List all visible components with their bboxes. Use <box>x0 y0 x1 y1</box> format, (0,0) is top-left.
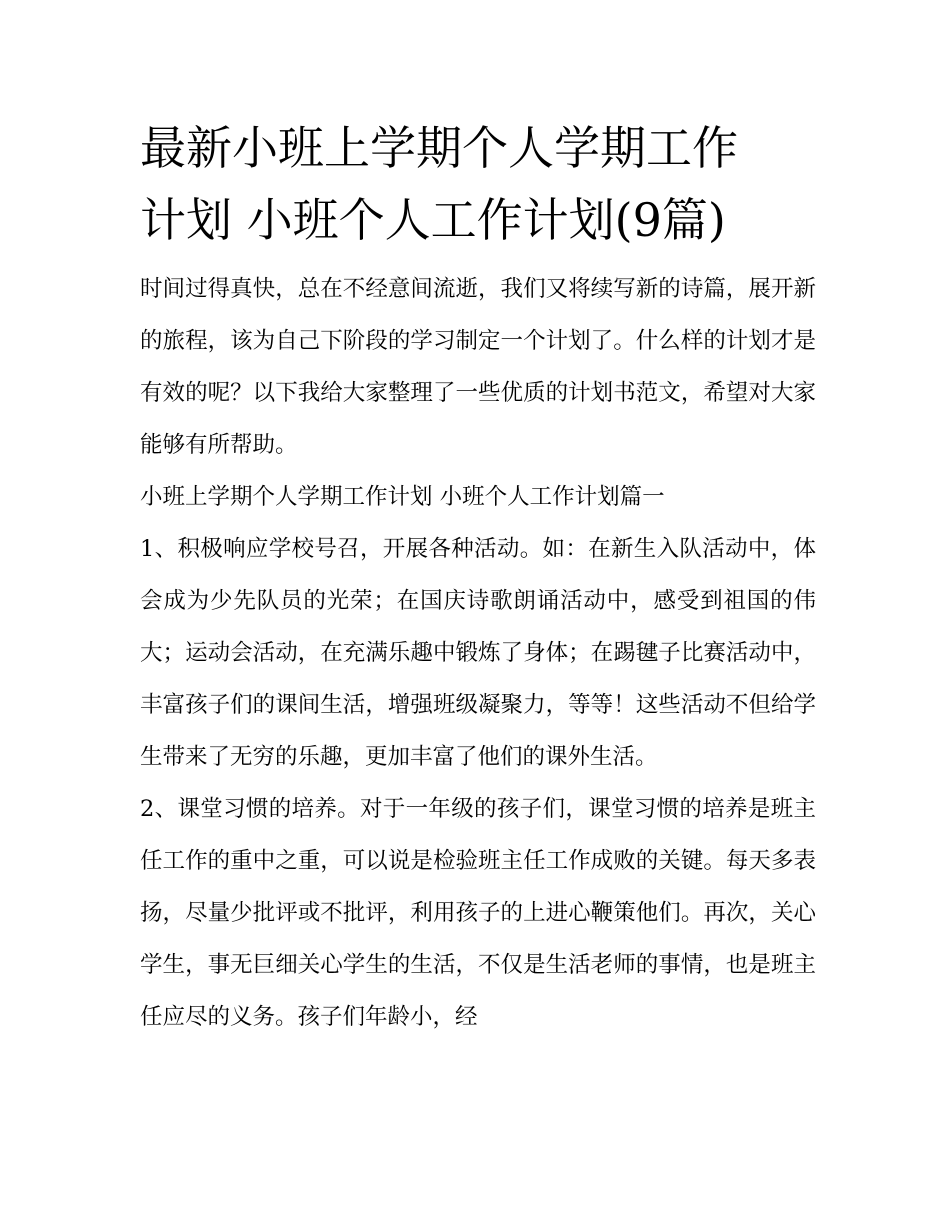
title-line-2: 计划 小班个人工作计划(9篇) <box>140 193 726 247</box>
document-body <box>140 112 816 1043</box>
paragraph-item-2: 2、课堂习惯的培养。对于一年级的孩子们，课堂习惯的培养是班主任工作的重中之重，可以说是检验班主任工作成败的关键。每天多表扬，尽量少批评或不批评，利用孩子的上进心鞭策他们。再次，关心学生，事无巨细关心学生的生活，不仅是生活老师的事情，也是班主任应尽的义务。孩子们年龄小，经 <box>140 796 816 1030</box>
document-title <box>140 112 816 256</box>
section-heading: 小班上学期个人学期工作计划 小班个人工作计划篇一 <box>140 484 665 510</box>
intro-paragraph: 时间过得真快，总在不经意间流逝，我们又将续写新的诗篇，展开新的旅程，该为自己下阶段的学习制定一个计划了。什么样的计划才是有效的呢？以下我给大家整理了一些优质的计划书范文，希望对大家能够有所帮助。 <box>140 276 816 458</box>
paragraph-item-1: 1、积极响应学校号召，开展各种活动。如：在新生入队活动中，体会成为少先队员的光荣；在国庆诗歌朗诵活动中，感受到祖国的伟大；运动会活动，在充满乐趣中锻炼了身体；在踢毽子比赛活动中，丰富孩子们的课间生活，增强班级凝聚力，等等！这些活动不但给学生带来了无穷的乐趣，更加丰富了他们的课外生活。 <box>140 536 816 770</box>
title-line-1: 最新小班上学期个人学期工作 <box>140 121 738 175</box>
